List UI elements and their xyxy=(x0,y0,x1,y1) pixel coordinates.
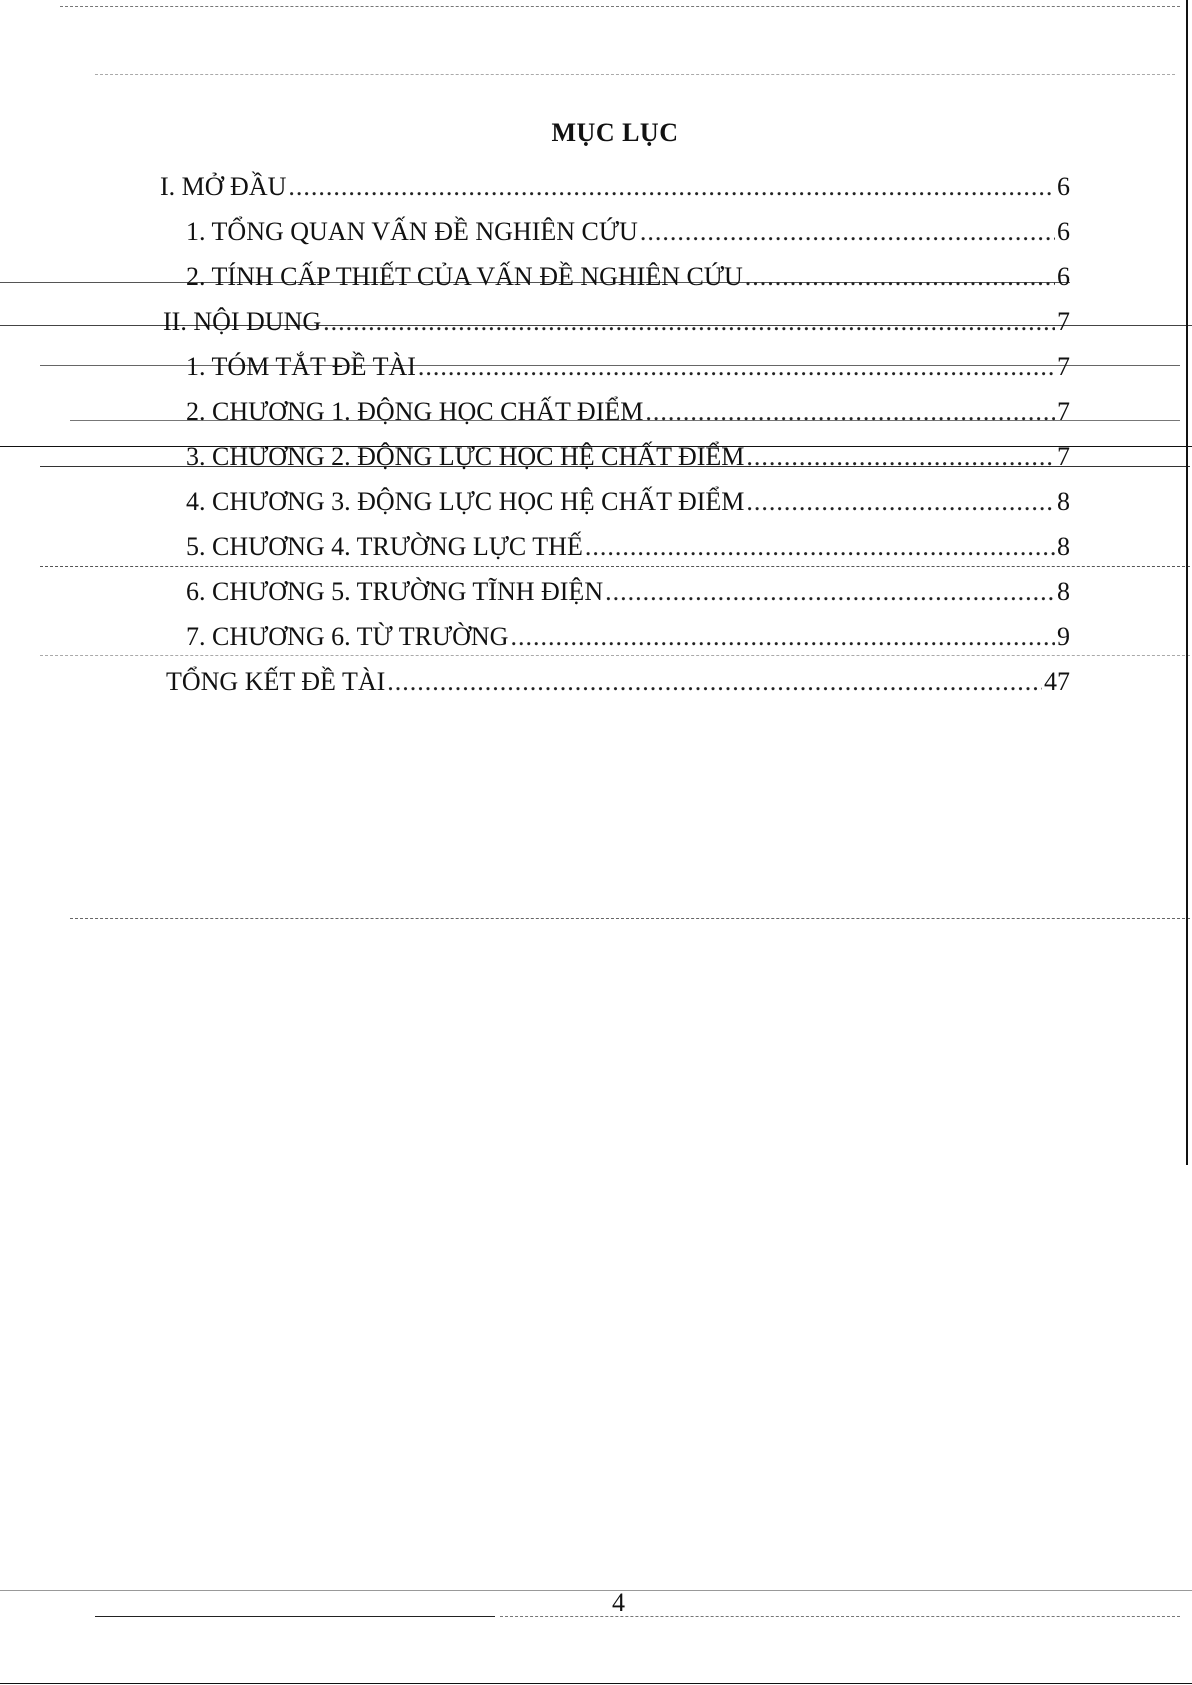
dot-leader xyxy=(288,170,1055,204)
toc-entry-chuong-3[interactable] xyxy=(186,485,1070,519)
dot-leader xyxy=(640,215,1055,249)
toc-entry-tinh-cap-thiet[interactable] xyxy=(186,260,1070,294)
toc-entry-chuong-2[interactable] xyxy=(186,440,1070,474)
toc-entry-label: I. MỞ ĐẦU xyxy=(160,172,287,201)
scan-line xyxy=(40,655,1190,656)
toc-entry-page: 7 xyxy=(1057,397,1070,426)
page-number: 4 xyxy=(612,1588,625,1617)
toc-entry-page: 8 xyxy=(1057,487,1070,516)
toc-entry-page: 9 xyxy=(1057,622,1070,651)
dot-leader xyxy=(605,575,1055,609)
toc-entry-label: 6. CHƯƠNG 5. TRƯỜNG TĨNH ĐIỆN xyxy=(186,577,604,606)
scan-line xyxy=(60,6,1180,7)
scan-line xyxy=(0,1683,1192,1684)
scan-line xyxy=(95,74,1175,75)
toc-entry-page: 6 xyxy=(1057,262,1070,291)
dot-leader xyxy=(323,305,1055,339)
dot-leader xyxy=(745,260,1055,294)
dot-leader xyxy=(645,395,1055,429)
toc-entry-label: 3. CHƯƠNG 2. ĐỘNG LỰC HỌC HỆ CHẤT ĐIỂM xyxy=(186,442,745,471)
toc-entry-tong-quan[interactable] xyxy=(186,215,1070,249)
toc-entry-page: 8 xyxy=(1057,577,1070,606)
toc-entry-chuong-1[interactable] xyxy=(186,395,1070,429)
scan-line xyxy=(95,1616,495,1617)
toc-entry-label: 1. TÓM TẮT ĐỀ TÀI xyxy=(186,352,416,381)
toc-entry-page: 6 xyxy=(1057,217,1070,246)
toc-entry-mo-dau[interactable] xyxy=(160,170,1070,204)
toc-entry-chuong-6[interactable] xyxy=(186,620,1070,654)
toc-entry-label: 2. CHƯƠNG 1. ĐỘNG HỌC CHẤT ĐIỂM xyxy=(186,397,644,426)
toc-entry-label: TỔNG KẾT ĐỀ TÀI xyxy=(166,667,386,696)
toc-entry-label: 7. CHƯƠNG 6. TỪ TRƯỜNG xyxy=(186,622,509,651)
toc-entry-page: 7 xyxy=(1057,442,1070,471)
dot-leader xyxy=(510,620,1055,654)
toc-entry-label: 5. CHƯƠNG 4. TRƯỜNG LỰC THẾ xyxy=(186,532,583,561)
scan-line xyxy=(0,1590,1192,1591)
toc-entry-chuong-5[interactable] xyxy=(186,575,1070,609)
dot-leader xyxy=(387,665,1042,699)
toc-entry-page: 6 xyxy=(1057,172,1070,201)
toc-entry-page: 8 xyxy=(1057,532,1070,561)
dot-leader xyxy=(585,530,1055,564)
toc-entry-chuong-4[interactable] xyxy=(186,530,1070,564)
toc-entry-label: II. NỘI DUNG xyxy=(163,307,322,336)
toc-entry-page: 7 xyxy=(1057,307,1070,336)
toc-entry-tong-ket[interactable] xyxy=(166,665,1070,699)
scan-margin xyxy=(1186,0,1188,1165)
toc-entry-tom-tat[interactable] xyxy=(186,350,1070,384)
toc-entry-label: 2. TÍNH CẤP THIẾT CỦA VẤN ĐỀ NGHIÊN CỨU xyxy=(186,262,743,291)
toc-title: MỤC LỤC xyxy=(551,118,679,147)
scan-line xyxy=(500,1616,1180,1617)
dot-leader xyxy=(418,350,1055,384)
toc-entry-page: 7 xyxy=(1057,352,1070,381)
toc-entry-page: 47 xyxy=(1044,667,1070,696)
toc-entry-noi-dung[interactable] xyxy=(163,305,1070,339)
toc-entry-label: 1. TỔNG QUAN VẤN ĐỀ NGHIÊN CỨU xyxy=(186,217,638,246)
dot-leader xyxy=(746,485,1055,519)
dot-leader xyxy=(746,440,1055,474)
scan-line xyxy=(70,918,1190,919)
toc-entry-label: 4. CHƯƠNG 3. ĐỘNG LỰC HỌC HỆ CHẤT ĐIỂM xyxy=(186,487,745,516)
scan-line xyxy=(40,566,1190,567)
